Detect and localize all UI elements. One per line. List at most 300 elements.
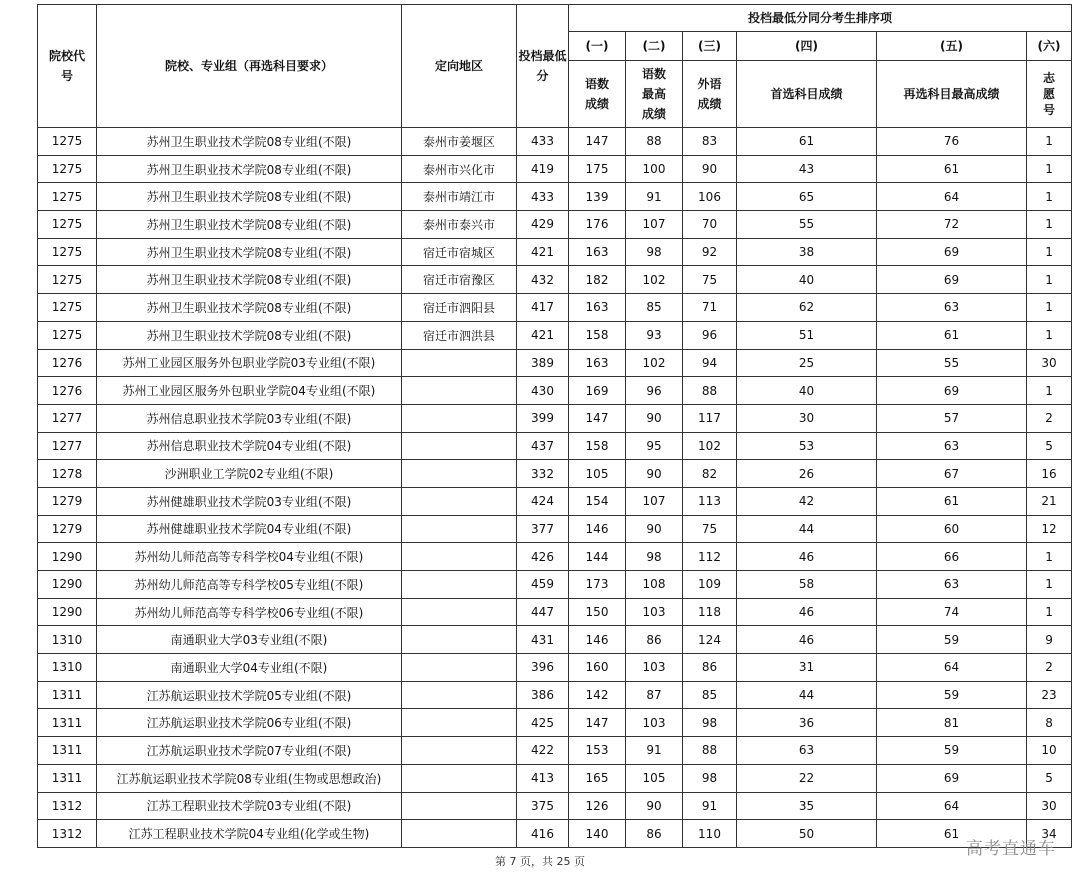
cell-foreign: 90	[683, 155, 737, 183]
cell-volunteer-no: 9	[1027, 626, 1072, 654]
cell-group: 苏州幼儿师范高等专科学校04专业组(不限)	[97, 543, 402, 571]
cell-group: 苏州信息职业技术学院04专业组(不限)	[97, 432, 402, 460]
cell-volunteer-no: 5	[1027, 432, 1072, 460]
cell-second-subject-max: 69	[877, 764, 1027, 792]
table-header	[38, 5, 1072, 128]
cell-yushu-max: 102	[626, 266, 683, 294]
cell-yushu: 139	[569, 183, 626, 211]
cell-min-score: 433	[517, 183, 569, 211]
cell-min-score: 377	[517, 515, 569, 543]
cell-yushu: 147	[569, 128, 626, 156]
cell-foreign: 118	[683, 598, 737, 626]
cell-yushu: 175	[569, 155, 626, 183]
cell-min-score: 430	[517, 377, 569, 405]
cell-second-subject-max: 63	[877, 432, 1027, 460]
cell-code: 1279	[38, 487, 97, 515]
cell-foreign: 75	[683, 515, 737, 543]
cell-first-subject: 55	[737, 211, 877, 239]
tiebreak-label-2: 语数最高成绩	[626, 61, 683, 128]
cell-yushu: 150	[569, 598, 626, 626]
cell-yushu-max: 103	[626, 709, 683, 737]
cell-second-subject-max: 55	[877, 349, 1027, 377]
table-row	[38, 183, 1072, 211]
cell-group: 沙洲职业工学院02专业组(不限)	[97, 460, 402, 488]
cell-yushu-max: 90	[626, 404, 683, 432]
cell-second-subject-max: 67	[877, 460, 1027, 488]
cell-yushu: 160	[569, 654, 626, 682]
cell-volunteer-no: 30	[1027, 792, 1072, 820]
cell-min-score: 386	[517, 681, 569, 709]
cell-min-score: 437	[517, 432, 569, 460]
cell-group: 苏州卫生职业技术学院08专业组(不限)	[97, 155, 402, 183]
cell-region: 泰州市兴化市	[402, 155, 517, 183]
cell-group: 苏州幼儿师范高等专科学校06专业组(不限)	[97, 598, 402, 626]
cell-min-score: 459	[517, 571, 569, 599]
header-group: 院校、专业组（再选科目要求）	[97, 5, 402, 128]
table-row	[38, 571, 1072, 599]
cell-min-score: 431	[517, 626, 569, 654]
cell-foreign: 94	[683, 349, 737, 377]
cell-first-subject: 40	[737, 266, 877, 294]
cell-code: 1275	[38, 294, 97, 322]
cell-foreign: 92	[683, 238, 737, 266]
cell-second-subject-max: 76	[877, 128, 1027, 156]
cell-region	[402, 626, 517, 654]
cell-yushu-max: 91	[626, 737, 683, 765]
header-region: 定向地区	[402, 5, 517, 128]
cell-yushu-max: 98	[626, 543, 683, 571]
table-row	[38, 820, 1072, 848]
cell-first-subject: 31	[737, 654, 877, 682]
cell-region	[402, 654, 517, 682]
cell-yushu: 176	[569, 211, 626, 239]
cell-second-subject-max: 60	[877, 515, 1027, 543]
tiebreak-label-1: 语数成绩	[569, 61, 626, 128]
cell-foreign: 98	[683, 709, 737, 737]
cell-first-subject: 46	[737, 543, 877, 571]
cell-yushu: 146	[569, 515, 626, 543]
cell-yushu-max: 91	[626, 183, 683, 211]
cell-yushu-max: 90	[626, 460, 683, 488]
table-body	[38, 128, 1072, 848]
cell-region: 泰州市姜堰区	[402, 128, 517, 156]
cell-yushu-max: 100	[626, 155, 683, 183]
cell-first-subject: 62	[737, 294, 877, 322]
cell-region	[402, 487, 517, 515]
cell-second-subject-max: 69	[877, 266, 1027, 294]
cell-code: 1276	[38, 377, 97, 405]
cell-group: 苏州卫生职业技术学院08专业组(不限)	[97, 321, 402, 349]
cell-second-subject-max: 61	[877, 487, 1027, 515]
cell-yushu-max: 96	[626, 377, 683, 405]
cell-group: 江苏航运职业技术学院06专业组(不限)	[97, 709, 402, 737]
cell-region	[402, 432, 517, 460]
cell-second-subject-max: 61	[877, 321, 1027, 349]
table-row	[38, 266, 1072, 294]
table-row	[38, 460, 1072, 488]
cell-min-score: 417	[517, 294, 569, 322]
cell-code: 1310	[38, 626, 97, 654]
cell-group: 苏州信息职业技术学院03专业组(不限)	[97, 404, 402, 432]
cell-yushu-max: 95	[626, 432, 683, 460]
cell-foreign: 70	[683, 211, 737, 239]
cell-min-score: 399	[517, 404, 569, 432]
cell-yushu: 147	[569, 709, 626, 737]
cell-yushu: 140	[569, 820, 626, 848]
cell-region: 宿迁市宿豫区	[402, 266, 517, 294]
tiebreak-num-6: (六)	[1027, 32, 1072, 61]
cell-group: 苏州卫生职业技术学院08专业组(不限)	[97, 266, 402, 294]
cell-first-subject: 50	[737, 820, 877, 848]
cell-min-score: 375	[517, 792, 569, 820]
cell-code: 1277	[38, 432, 97, 460]
cell-min-score: 426	[517, 543, 569, 571]
cell-min-score: 413	[517, 764, 569, 792]
cell-yushu-max: 88	[626, 128, 683, 156]
cell-region	[402, 737, 517, 765]
table-row	[38, 294, 1072, 322]
cell-min-score: 425	[517, 709, 569, 737]
cell-second-subject-max: 72	[877, 211, 1027, 239]
cell-volunteer-no: 1	[1027, 211, 1072, 239]
table-row	[38, 654, 1072, 682]
cell-volunteer-no: 34	[1027, 820, 1072, 848]
cell-foreign: 102	[683, 432, 737, 460]
cell-min-score: 416	[517, 820, 569, 848]
cell-volunteer-no: 1	[1027, 183, 1072, 211]
cell-min-score: 429	[517, 211, 569, 239]
cell-second-subject-max: 64	[877, 183, 1027, 211]
cell-foreign: 86	[683, 654, 737, 682]
cell-group: 苏州幼儿师范高等专科学校05专业组(不限)	[97, 571, 402, 599]
cell-code: 1290	[38, 571, 97, 599]
cell-region	[402, 598, 517, 626]
cell-foreign: 71	[683, 294, 737, 322]
cell-foreign: 98	[683, 764, 737, 792]
cell-volunteer-no: 21	[1027, 487, 1072, 515]
cell-first-subject: 53	[737, 432, 877, 460]
cell-yushu: 105	[569, 460, 626, 488]
cell-yushu-max: 102	[626, 349, 683, 377]
cell-yushu-max: 90	[626, 792, 683, 820]
table-row	[38, 626, 1072, 654]
cell-second-subject-max: 74	[877, 598, 1027, 626]
cell-first-subject: 65	[737, 183, 877, 211]
cell-region	[402, 543, 517, 571]
cell-code: 1275	[38, 128, 97, 156]
cell-first-subject: 25	[737, 349, 877, 377]
table-row	[38, 155, 1072, 183]
cell-min-score: 447	[517, 598, 569, 626]
cell-first-subject: 44	[737, 515, 877, 543]
cell-group: 苏州健雄职业技术学院04专业组(不限)	[97, 515, 402, 543]
table-row	[38, 764, 1072, 792]
cell-region	[402, 460, 517, 488]
cell-foreign: 83	[683, 128, 737, 156]
cell-yushu: 173	[569, 571, 626, 599]
cell-code: 1275	[38, 321, 97, 349]
cell-second-subject-max: 69	[877, 238, 1027, 266]
cell-volunteer-no: 23	[1027, 681, 1072, 709]
cell-min-score: 424	[517, 487, 569, 515]
table-row	[38, 128, 1072, 156]
cell-yushu: 163	[569, 349, 626, 377]
cell-code: 1290	[38, 598, 97, 626]
cell-first-subject: 61	[737, 128, 877, 156]
table-row	[38, 377, 1072, 405]
cell-min-score: 396	[517, 654, 569, 682]
cell-yushu: 165	[569, 764, 626, 792]
cell-foreign: 124	[683, 626, 737, 654]
cell-code: 1275	[38, 211, 97, 239]
cell-second-subject-max: 81	[877, 709, 1027, 737]
cell-foreign: 112	[683, 543, 737, 571]
cell-yushu-max: 105	[626, 764, 683, 792]
cell-volunteer-no: 12	[1027, 515, 1072, 543]
cell-yushu-max: 103	[626, 598, 683, 626]
cell-group: 南通职业大学03专业组(不限)	[97, 626, 402, 654]
cell-second-subject-max: 59	[877, 737, 1027, 765]
cell-second-subject-max: 61	[877, 155, 1027, 183]
cell-yushu-max: 107	[626, 487, 683, 515]
cell-first-subject: 35	[737, 792, 877, 820]
cell-foreign: 82	[683, 460, 737, 488]
cell-code: 1311	[38, 737, 97, 765]
cell-code: 1310	[38, 654, 97, 682]
cell-first-subject: 38	[737, 238, 877, 266]
cell-volunteer-no: 16	[1027, 460, 1072, 488]
cell-foreign: 75	[683, 266, 737, 294]
cell-code: 1277	[38, 404, 97, 432]
cell-region: 宿迁市泗阳县	[402, 294, 517, 322]
cell-yushu: 142	[569, 681, 626, 709]
cell-volunteer-no: 1	[1027, 155, 1072, 183]
cell-yushu: 146	[569, 626, 626, 654]
cell-second-subject-max: 59	[877, 681, 1027, 709]
cell-group: 苏州卫生职业技术学院08专业组(不限)	[97, 211, 402, 239]
cell-region: 泰州市泰兴市	[402, 211, 517, 239]
cell-foreign: 106	[683, 183, 737, 211]
cell-region	[402, 404, 517, 432]
cell-yushu: 147	[569, 404, 626, 432]
tiebreak-num-3: (三)	[683, 32, 737, 61]
cell-foreign: 91	[683, 792, 737, 820]
cell-second-subject-max: 61	[877, 820, 1027, 848]
cell-volunteer-no: 2	[1027, 404, 1072, 432]
tiebreak-label-3: 外语成绩	[683, 61, 737, 128]
cell-volunteer-no: 1	[1027, 294, 1072, 322]
table-row	[38, 238, 1072, 266]
cell-second-subject-max: 66	[877, 543, 1027, 571]
cell-code: 1312	[38, 820, 97, 848]
cell-volunteer-no: 1	[1027, 238, 1072, 266]
cell-code: 1279	[38, 515, 97, 543]
cell-code: 1276	[38, 349, 97, 377]
cell-first-subject: 51	[737, 321, 877, 349]
cell-yushu-max: 85	[626, 294, 683, 322]
cell-code: 1311	[38, 681, 97, 709]
table-row	[38, 792, 1072, 820]
table-row	[38, 515, 1072, 543]
cell-group: 江苏航运职业技术学院05专业组(不限)	[97, 681, 402, 709]
watermark: 高考直通车	[966, 839, 1056, 859]
cell-code: 1311	[38, 709, 97, 737]
table-row	[38, 487, 1072, 515]
cell-min-score: 433	[517, 128, 569, 156]
cell-group: 江苏工程职业技术学院04专业组(化学或生物)	[97, 820, 402, 848]
cell-first-subject: 46	[737, 626, 877, 654]
cell-first-subject: 58	[737, 571, 877, 599]
cell-volunteer-no: 5	[1027, 764, 1072, 792]
tiebreak-label-4: 首选科目成绩	[737, 61, 877, 128]
table-row	[38, 543, 1072, 571]
cell-region: 宿迁市泗洪县	[402, 321, 517, 349]
cell-code: 1311	[38, 764, 97, 792]
table-row	[38, 737, 1072, 765]
tiebreak-num-4: (四)	[737, 32, 877, 61]
cell-first-subject: 42	[737, 487, 877, 515]
cell-group: 江苏工程职业技术学院03专业组(不限)	[97, 792, 402, 820]
table-row	[38, 211, 1072, 239]
cell-yushu-max: 87	[626, 681, 683, 709]
cell-group: 南通职业大学04专业组(不限)	[97, 654, 402, 682]
cell-volunteer-no: 1	[1027, 543, 1072, 571]
cell-group: 苏州健雄职业技术学院03专业组(不限)	[97, 487, 402, 515]
cell-yushu: 126	[569, 792, 626, 820]
table-row	[38, 349, 1072, 377]
cell-code: 1275	[38, 238, 97, 266]
cell-yushu: 144	[569, 543, 626, 571]
cell-second-subject-max: 57	[877, 404, 1027, 432]
cell-volunteer-no: 1	[1027, 598, 1072, 626]
cell-code: 1278	[38, 460, 97, 488]
cell-volunteer-no: 8	[1027, 709, 1072, 737]
cell-group: 苏州卫生职业技术学院08专业组(不限)	[97, 183, 402, 211]
cell-first-subject: 43	[737, 155, 877, 183]
header-tiebreak-title: 投档最低分同分考生排序项	[569, 5, 1072, 32]
cell-second-subject-max: 69	[877, 377, 1027, 405]
cell-group: 苏州卫生职业技术学院08专业组(不限)	[97, 128, 402, 156]
cell-volunteer-no: 1	[1027, 266, 1072, 294]
cell-yushu-max: 86	[626, 626, 683, 654]
table-row	[38, 404, 1072, 432]
cell-yushu: 158	[569, 432, 626, 460]
cell-region	[402, 681, 517, 709]
cell-region: 宿迁市宿城区	[402, 238, 517, 266]
cell-yushu: 169	[569, 377, 626, 405]
cell-group: 江苏航运职业技术学院07专业组(不限)	[97, 737, 402, 765]
table-row	[38, 709, 1072, 737]
cell-group: 苏州工业园区服务外包职业学院04专业组(不限)	[97, 377, 402, 405]
cell-volunteer-no: 1	[1027, 128, 1072, 156]
cell-volunteer-no: 1	[1027, 321, 1072, 349]
cell-group: 江苏航运职业技术学院08专业组(生物或思想政治)	[97, 764, 402, 792]
cell-min-score: 421	[517, 238, 569, 266]
cell-first-subject: 63	[737, 737, 877, 765]
cell-volunteer-no: 1	[1027, 377, 1072, 405]
cell-foreign: 85	[683, 681, 737, 709]
cell-yushu: 153	[569, 737, 626, 765]
cell-min-score: 332	[517, 460, 569, 488]
cell-yushu: 182	[569, 266, 626, 294]
cell-code: 1290	[38, 543, 97, 571]
cell-second-subject-max: 64	[877, 792, 1027, 820]
table-row	[38, 681, 1072, 709]
cell-min-score: 389	[517, 349, 569, 377]
cell-second-subject-max: 63	[877, 571, 1027, 599]
cell-second-subject-max: 59	[877, 626, 1027, 654]
cell-code: 1275	[38, 183, 97, 211]
cell-min-score: 419	[517, 155, 569, 183]
cell-volunteer-no: 1	[1027, 571, 1072, 599]
cell-code: 1275	[38, 266, 97, 294]
cell-foreign: 113	[683, 487, 737, 515]
cell-foreign: 96	[683, 321, 737, 349]
tiebreak-label-6: 志愿号	[1027, 61, 1072, 128]
cell-first-subject: 44	[737, 681, 877, 709]
cell-code: 1275	[38, 155, 97, 183]
cell-group: 苏州卫生职业技术学院08专业组(不限)	[97, 238, 402, 266]
page-footer: 第 7 页，共 25 页	[495, 855, 585, 868]
cell-foreign: 110	[683, 820, 737, 848]
cell-yushu-max: 107	[626, 211, 683, 239]
tiebreak-label-5: 再选科目最高成绩	[877, 61, 1027, 128]
cell-first-subject: 40	[737, 377, 877, 405]
cell-region	[402, 571, 517, 599]
admission-score-table	[37, 4, 1072, 848]
table-row	[38, 432, 1072, 460]
cell-min-score: 432	[517, 266, 569, 294]
cell-yushu-max: 93	[626, 321, 683, 349]
cell-second-subject-max: 64	[877, 654, 1027, 682]
table-row	[38, 598, 1072, 626]
table-row	[38, 321, 1072, 349]
tiebreak-num-1: (一)	[569, 32, 626, 61]
header-code: 院校代号	[38, 5, 97, 128]
cell-region: 泰州市靖江市	[402, 183, 517, 211]
cell-volunteer-no: 30	[1027, 349, 1072, 377]
cell-region	[402, 764, 517, 792]
tiebreak-num-5: (五)	[877, 32, 1027, 61]
cell-yushu-max: 90	[626, 515, 683, 543]
cell-second-subject-max: 63	[877, 294, 1027, 322]
cell-code: 1312	[38, 792, 97, 820]
cell-yushu-max: 98	[626, 238, 683, 266]
cell-first-subject: 26	[737, 460, 877, 488]
cell-first-subject: 36	[737, 709, 877, 737]
cell-yushu: 163	[569, 238, 626, 266]
cell-group: 苏州卫生职业技术学院08专业组(不限)	[97, 294, 402, 322]
tiebreak-num-2: (二)	[626, 32, 683, 61]
cell-min-score: 421	[517, 321, 569, 349]
cell-first-subject: 22	[737, 764, 877, 792]
cell-yushu: 158	[569, 321, 626, 349]
cell-first-subject: 46	[737, 598, 877, 626]
cell-volunteer-no: 2	[1027, 654, 1072, 682]
cell-foreign: 88	[683, 377, 737, 405]
cell-volunteer-no: 10	[1027, 737, 1072, 765]
cell-yushu-max: 108	[626, 571, 683, 599]
cell-region	[402, 349, 517, 377]
cell-foreign: 117	[683, 404, 737, 432]
cell-yushu-max: 86	[626, 820, 683, 848]
cell-region	[402, 709, 517, 737]
cell-group: 苏州工业园区服务外包职业学院03专业组(不限)	[97, 349, 402, 377]
cell-foreign: 88	[683, 737, 737, 765]
cell-yushu-max: 103	[626, 654, 683, 682]
cell-region	[402, 377, 517, 405]
header-min-score: 投档最低分	[517, 5, 569, 128]
